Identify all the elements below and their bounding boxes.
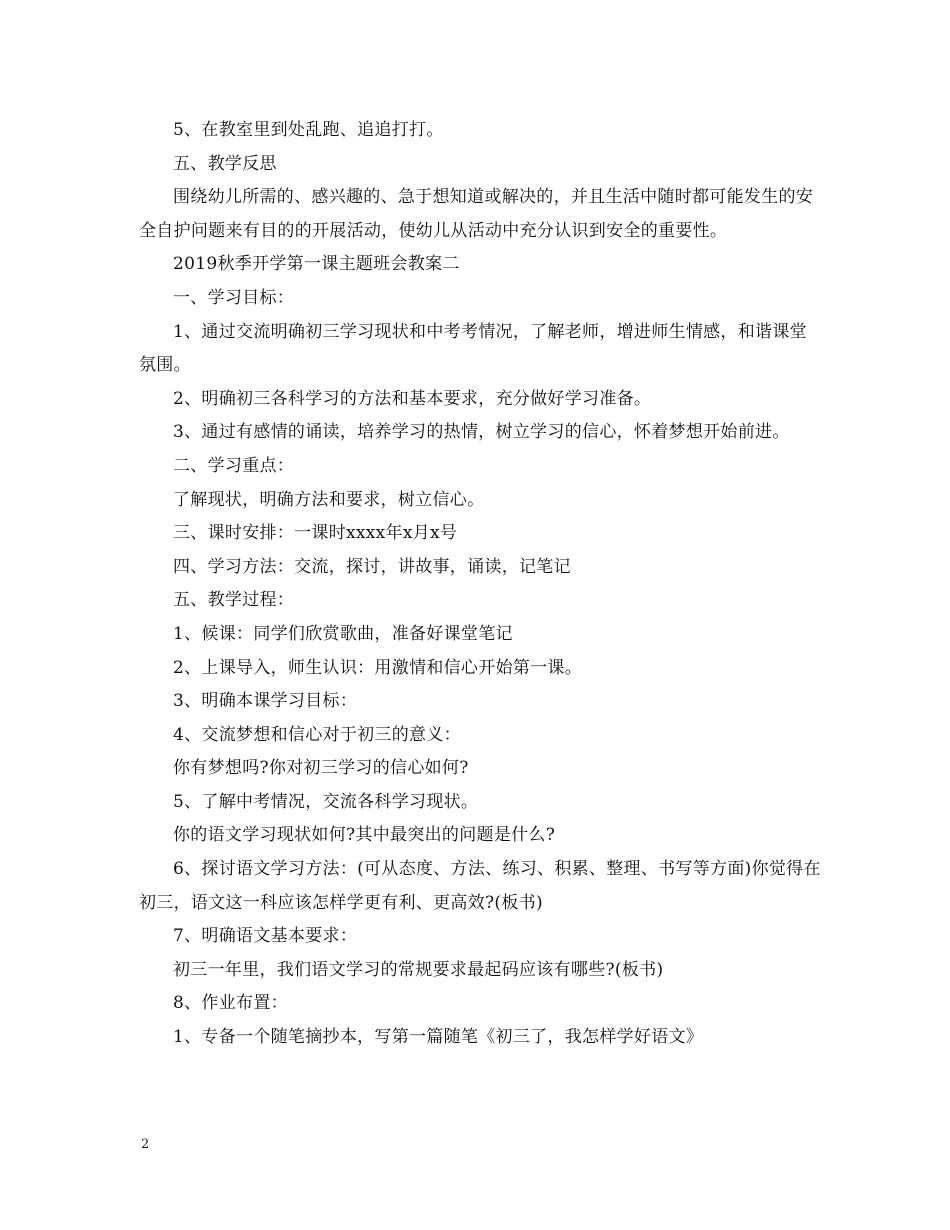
paragraph: 3、通过有感情的诵读，培养学习的热情，树立学习的信心，怀着梦想开始前进。	[173, 422, 790, 443]
paragraph: 5、在教室里到处乱跑、追追打打。	[173, 120, 444, 140]
section-heading: 五、教学反思	[173, 153, 277, 174]
paragraph: 4、交流梦想和信心对于初三的意义：	[173, 724, 461, 745]
document-body	[139, 114, 821, 1055]
paragraph: 1、候课：同学们欣赏歌曲，准备好课堂笔记	[173, 623, 513, 644]
paragraph: 你有梦想吗?你对初三学习的信心如何?	[173, 758, 469, 779]
paragraph: 你的语文学习现状如何?其中最突出的问题是什么?	[173, 825, 556, 846]
paragraph: 1、专备一个随笔摘抄本，写第一篇随笔《初三了，我怎样学好语文》	[173, 1027, 704, 1048]
paragraph: 2、上课导入，师生认识：用激情和信心开始第一课。	[173, 657, 583, 678]
paragraph: 2、明确初三各科学习的方法和基本要求，充分做好学习准备。	[173, 388, 652, 409]
section-heading: 三、课时安排：一课时xxxx年x月x号	[173, 523, 458, 544]
section-heading: 五、教学过程：	[173, 590, 295, 611]
document-subtitle: 2019秋季开学第一课主题班会教案二	[173, 254, 460, 275]
section-heading: 四、学习方法：交流，探讨，讲故事，诵读，记笔记	[173, 556, 571, 577]
paragraph: 了解现状，明确方法和要求，树立信心。	[173, 489, 485, 510]
paragraph: 7、明确语文基本要求：	[173, 926, 358, 947]
paragraph: 6、探讨语文学习方法：(可从态度、方法、练习、积累、整理、书写等方面)你觉得在初三，语文这一科应该怎样学更有利、更高效?(板书)	[139, 859, 821, 913]
paragraph: 初三一年里，我们语文学习的常规要求最起码应该有哪些?(板书)	[173, 959, 664, 980]
section-heading: 一、学习目标：	[173, 287, 295, 308]
paragraph: 5、了解中考情况，交流各科学习现状。	[173, 791, 479, 812]
paragraph: 3、明确本课学习目标：	[173, 691, 358, 712]
page-number: 2	[141, 1137, 150, 1152]
paragraph: 1、通过交流明确初三学习现状和中考考情况，了解老师，增进师生情感，和谐课堂氛围。	[139, 321, 807, 376]
section-heading: 二、学习重点：	[173, 455, 295, 476]
paragraph: 8、作业布置：	[173, 993, 288, 1014]
paragraph: 围绕幼儿所需的、感兴趣的、急于想知道或解决的，并且生活中随时都可能发生的安全自护问题来有目的的开展活动，使幼儿从活动中充分认识到安全的重要性。	[139, 187, 814, 241]
